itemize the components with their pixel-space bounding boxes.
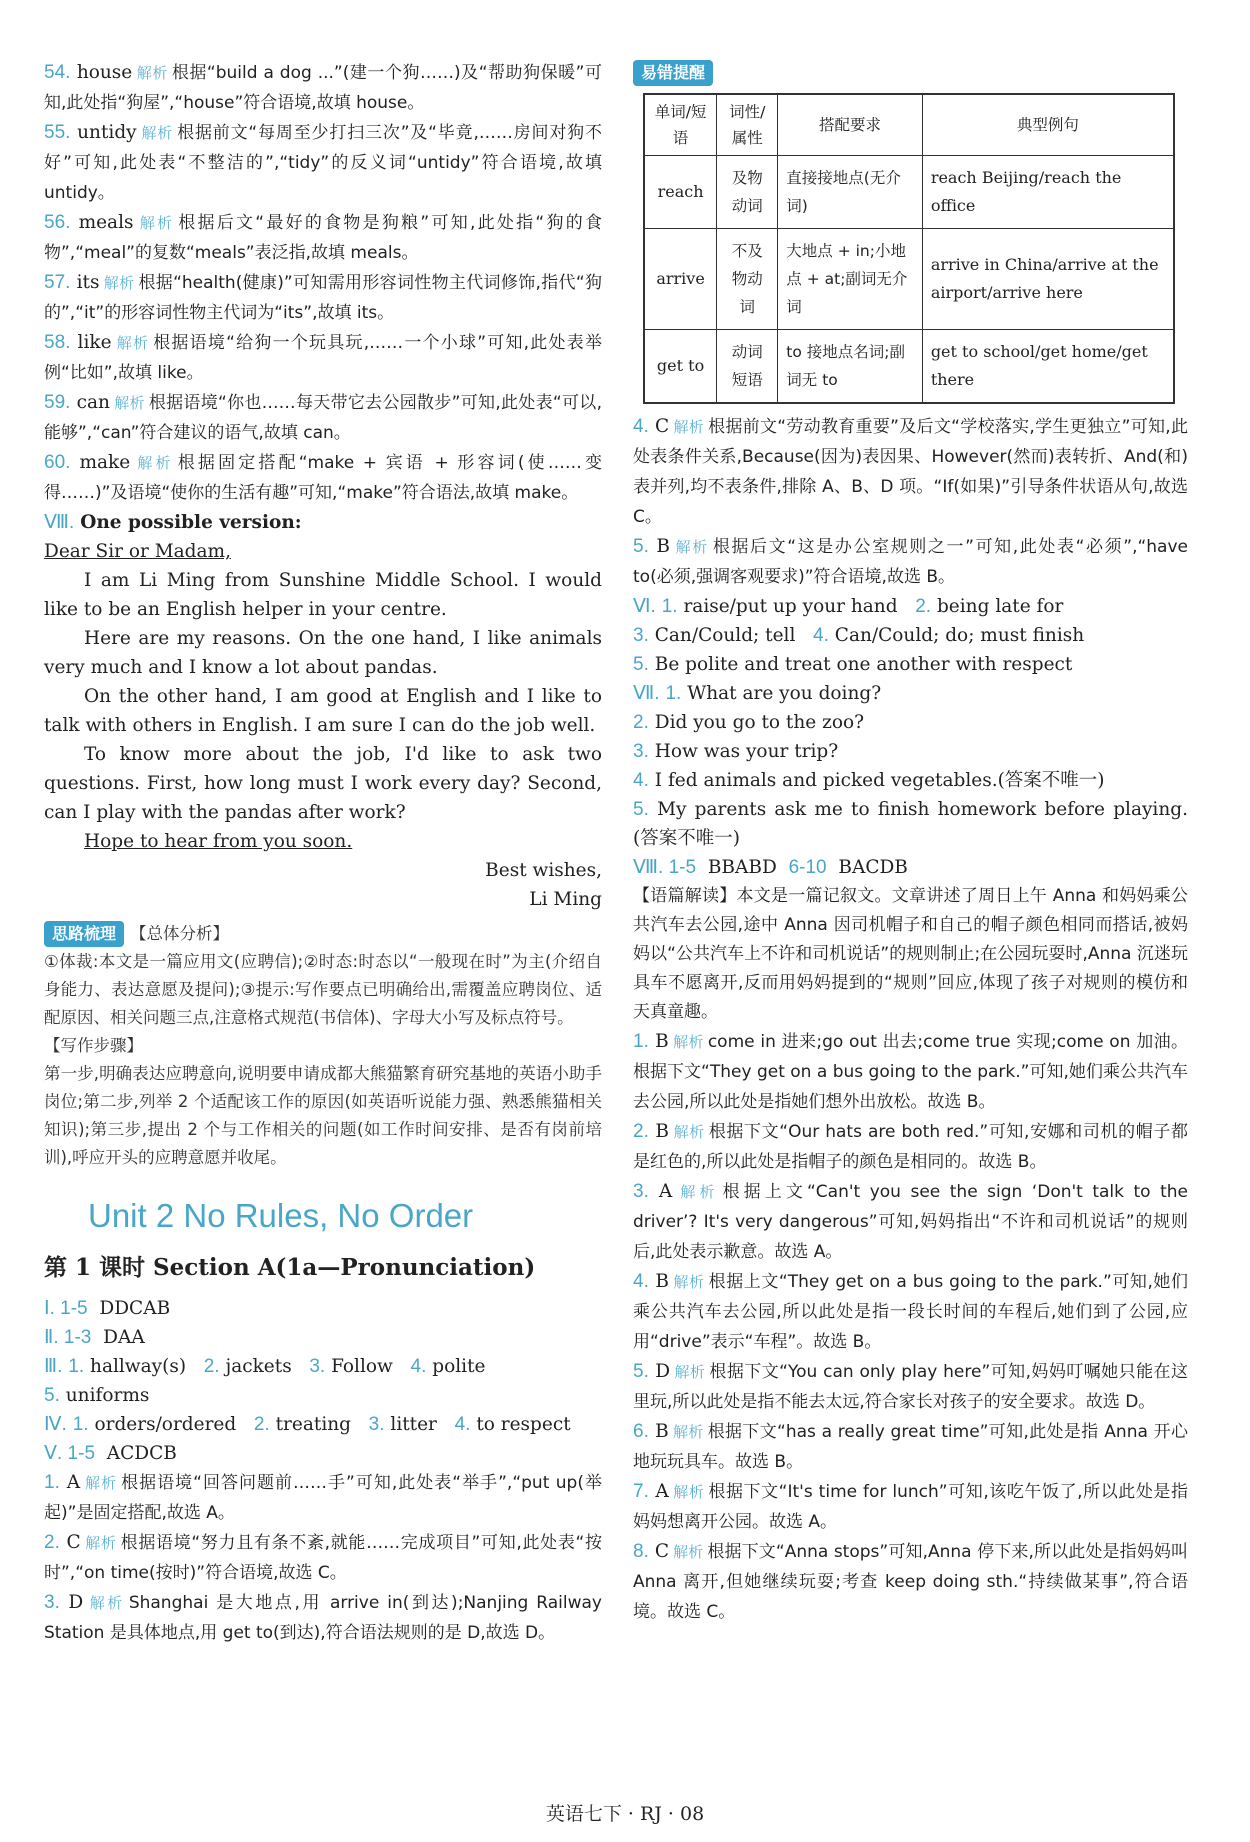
answer-explanation: 2. B 解析 根据下文“Our hats are both red.”可知,安娜和司机的帽子都是红色的,所以此处是指帽子的颜色是相同的。故选 B。 [633,1121,1188,1172]
table-cell: reach [644,156,717,229]
essay-paragraph: I am Li Ming from Sunshine Middle School. I would like to be an English helper in your centre. [44,570,602,620]
table-cell: get to school/get home/get there [922,330,1174,404]
analysis-text: ①体裁:本文是一篇应用文(应聘信);②时态:时态以“一般现在时”为主(介绍自身能力、表达意愿及提问);③提示:写作要点已明确给出,需覆盖应聘岗位、适配原因、相关问题三点,注意格式规范(书信体)、字母大小写及标点符号。 [44,952,602,1027]
essay-closing: Best wishes, [485,860,602,881]
table-cell: 直接接地点(无介词) [778,156,923,229]
table-cell: 及物动词 [717,156,778,229]
answer-55: 55. untidy 解析 根据前文“每周至少打扫三次”及“毕竟,……房间对狗不好”可知,此处表“不整洁的”,“tidy”的反义词“untidy”符合语境,故填 untidy。 [44,122,602,203]
answer-line: Ⅰ. 1-5 DDCAB [44,1298,171,1319]
table-cell: 大地点 + in;小地点 + at;副词无介词 [778,229,923,330]
essay-heading: Ⅷ. One possible version: [44,512,302,533]
essay-paragraph: To know more about the job, I'd like to ask two questions. First, how long must I work every day? Second, can I play with the pandas after work? [44,744,602,823]
table-header: 搭配要求 [778,94,923,156]
answer-54: 54. house 解析 根据“build a dog ...”(建一个狗……)及“帮助狗保暖”可知,此处指“狗屋”,“house”符合语境,故填 house。 [44,62,602,113]
answer-line: Ⅴ. 1-5 ACDCB [44,1443,177,1464]
answer-line: Ⅵ. 1. raise/put up your hand 2. being late for [633,596,1064,617]
answer-explanation: 8. C 解析 根据下文“Anna stops”可知,Anna 停下来,所以此处是指妈妈叫 Anna 离开,但她继续玩耍;考查 keep doing sth.“持续做某事”,符合语境。故选 C。 [633,1541,1188,1622]
passage-analysis: 【语篇解读】本文是一篇记叙文。文章讲述了周日上午 Anna 和妈妈乘公共汽车去公园,途中 Anna 因司机帽子和自己的帽子颜色相同而搭话,被妈妈以“公共汽车上不许和司机说话”的规则制止;在公园玩耍时,Anna 沉迷玩具车不愿离开,反而用妈妈提到的“规则”回应,体现了孩子对规则的模仿和天真童趣。 [633,886,1189,1022]
table-row [644,330,1174,404]
answer-explanation: 1. B 解析 come in 进来;go out 出去;come true 实现;come on 加油。根据下文“They get on a bus going to the park.”可知,她们乘公共汽车去公园,所以此处是指她们想外出放松。故选 B。 [633,1031,1188,1112]
steps-text: 第一步,明确表达应聘意向,说明要申请成都大熊猫繁育研究基地的英语小助手岗位;第二步,列举 2 个适配该工作的原因(如英语听说能力强、熟悉熊猫相关知识);第三步,提出 2 个与工作相关的问题(如工作时间安排、是否有岗前培训),呼应开头的应聘意愿并收尾。 [44,1064,602,1167]
answer-explanation: 4. B 解析 根据上文“They get on a bus going to the park.”可知,她们乘公共汽车去公园,所以此处是指一段长时间的车程后,她们到了公园,应用“drive”表示“车程”。故选 B。 [633,1271,1188,1352]
answer-explanation: 7. A 解析 根据下文“It's time for lunch”可知,该吃午饭了,所以此处是指妈妈想离开公园。故选 A。 [633,1481,1188,1532]
table-header: 词性/属性 [717,94,778,156]
table-row [644,156,1174,229]
answer-explanation: 5. B 解析 根据后文“这是办公室规则之一”可知,此处表“必须”,“have to(必须,强调客观要求)”符合语境,故选 B。 [633,536,1188,587]
table-cell: get to [644,330,717,404]
answer-line: 5. uniforms [44,1385,150,1406]
answer-line: 2. Did you go to the zoo? [633,712,865,733]
page-footer: 英语七下 · RJ · 08 [545,1803,705,1825]
answer-59: 59. can 解析 根据语境“你也……每天带它去公园散步”可知,此处表“可以,能够”,“can”符合建议的语气,故填 can。 [44,392,602,443]
answer-explanation: 1. A 解析 根据语境“回答问题前……手”可知,此处表“举手”,“put up(举起)”是固定搭配,故选 A。 [44,1472,602,1523]
left-column [44,58,602,1648]
answer-line: Ⅲ. 1. hallway(s) 2. jackets 3. Follow 4. polite [44,1356,486,1377]
table-cell: 动词短语 [717,330,778,404]
table-cell: arrive in China/arrive at the airport/arrive here [922,229,1174,330]
answer-line: 5. My parents ask me to finish homework before playing.(答案不唯一) [633,799,1188,849]
answer-line: Ⅷ. 1-5 BBABD 6-10 BACDB [633,857,908,878]
essay-paragraph: On the other hand, I am good at English and I like to talk with others in English. I am sure I can do the job well. [44,686,602,736]
answer-explanation: 3. D 解析 Shanghai 是大地点,用 arrive in(到达);Nanjing Railway Station 是具体地点,用 get to(到达),符合语法规则的是 D,故选 D。 [44,1592,602,1643]
answer-line: 4. I fed animals and picked vegetables.(答案不唯一) [633,770,1105,791]
table-row [644,229,1174,330]
essay-paragraph: Here are my reasons. On the one hand, I like animals very much and I know a lot about pandas. [44,628,602,678]
answer-line: 3. How was your trip? [633,741,839,762]
analysis-header: 思路梳理 【总体分析】 [44,920,602,948]
answer-explanation: 6. B 解析 根据下文“has a really great time”可知,此处是指 Anna 开心地玩玩具车。故选 B。 [633,1421,1188,1472]
table-header: 单词/短语 [644,94,717,156]
answer-line: Ⅱ. 1-3 DAA [44,1327,145,1348]
answer-explanation: 4. C 解析 根据前文“劳动教育重要”及后文“学校落实,学生更独立”可知,此处表条件关系,Because(因为)表因果、However(然而)表转折、And(和)表并列,均不表条件,排除 A、B、D 项。“If(如果)”引导条件状语从句,故选 C。 [633,416,1188,527]
table-header: 典型例句 [922,94,1174,156]
answer-58: 58. like 解析 根据语境“给狗一个玩具玩,……一个小球”可知,此处表举例“比如”,故填 like。 [44,332,602,383]
word-usage-table [643,93,1175,404]
essay-signature: Li Ming [529,889,602,910]
writing-analysis [44,920,602,1172]
essay-salutation: Dear Sir or Madam, [44,541,231,562]
lesson-title: 第 1 课时 Section A(1a—Pronunciation) [44,1254,536,1281]
answer-60: 60. make 解析 根据固定搭配“make + 宾语 + 形容词(使……变得……)”及语境“使你的生活有趣”可知,“make”符合语法,故填 make。 [44,452,602,503]
answer-line: Ⅳ. 1. orders/ordered 2. treating 3. litter 4. to respect [44,1414,571,1435]
answer-56: 56. meals 解析 根据后文“最好的食物是狗粮”可知,此处指“狗的食物”,“meal”的复数“meals”表泛指,故填 meals。 [44,212,602,263]
answer-explanation: 3. A 解析 根据上文“Can't you see the sign ‘Don't talk to the driver’? It's very dangerous”可知,妈妈指出“不许和司机说话”的规则后,此处表示歉意。故选 A。 [633,1181,1188,1262]
answer-explanation: 2. C 解析 根据语境“努力且有条不紊,就能……完成项目”可知,此处表“按时”,“on time(按时)”符合语境,故选 C。 [44,1532,602,1583]
table-cell: 不及物动词 [717,229,778,330]
table-cell: arrive [644,229,717,330]
essay-paragraph: Hope to hear from you soon. [84,831,353,852]
answer-57: 57. its 解析 根据“health(健康)”可知需用形容词性物主代词修饰,指代“狗的”,“it”的形容词性物主代词为“its”,故填 its。 [44,272,602,323]
answer-line: 5. Be polite and treat one another with respect [633,654,1073,675]
answer-line: Ⅶ. 1. What are you doing? [633,683,882,704]
answer-explanation: 5. D 解析 根据下文“You can only play here”可知,妈妈叮嘱她只能在这里玩,所以此处是指不能去太远,符合家长对孩子的安全要求。故选 D。 [633,1361,1188,1412]
answer-line: 3. Can/Could; tell 4. Can/Could; do; must finish [633,625,1085,646]
error-tips-header: 易错提醒 [633,58,1188,87]
table-header-row [644,94,1174,156]
unit-title: Unit 2 No Rules, No Order [88,1197,474,1234]
steps-header: 【写作步骤】 [44,1036,143,1055]
table-cell: to 接地点名词;副词无 to [778,330,923,404]
table-cell: reach Beijing/reach the office [922,156,1174,229]
right-column [633,58,1188,1627]
sample-essay [44,508,602,914]
